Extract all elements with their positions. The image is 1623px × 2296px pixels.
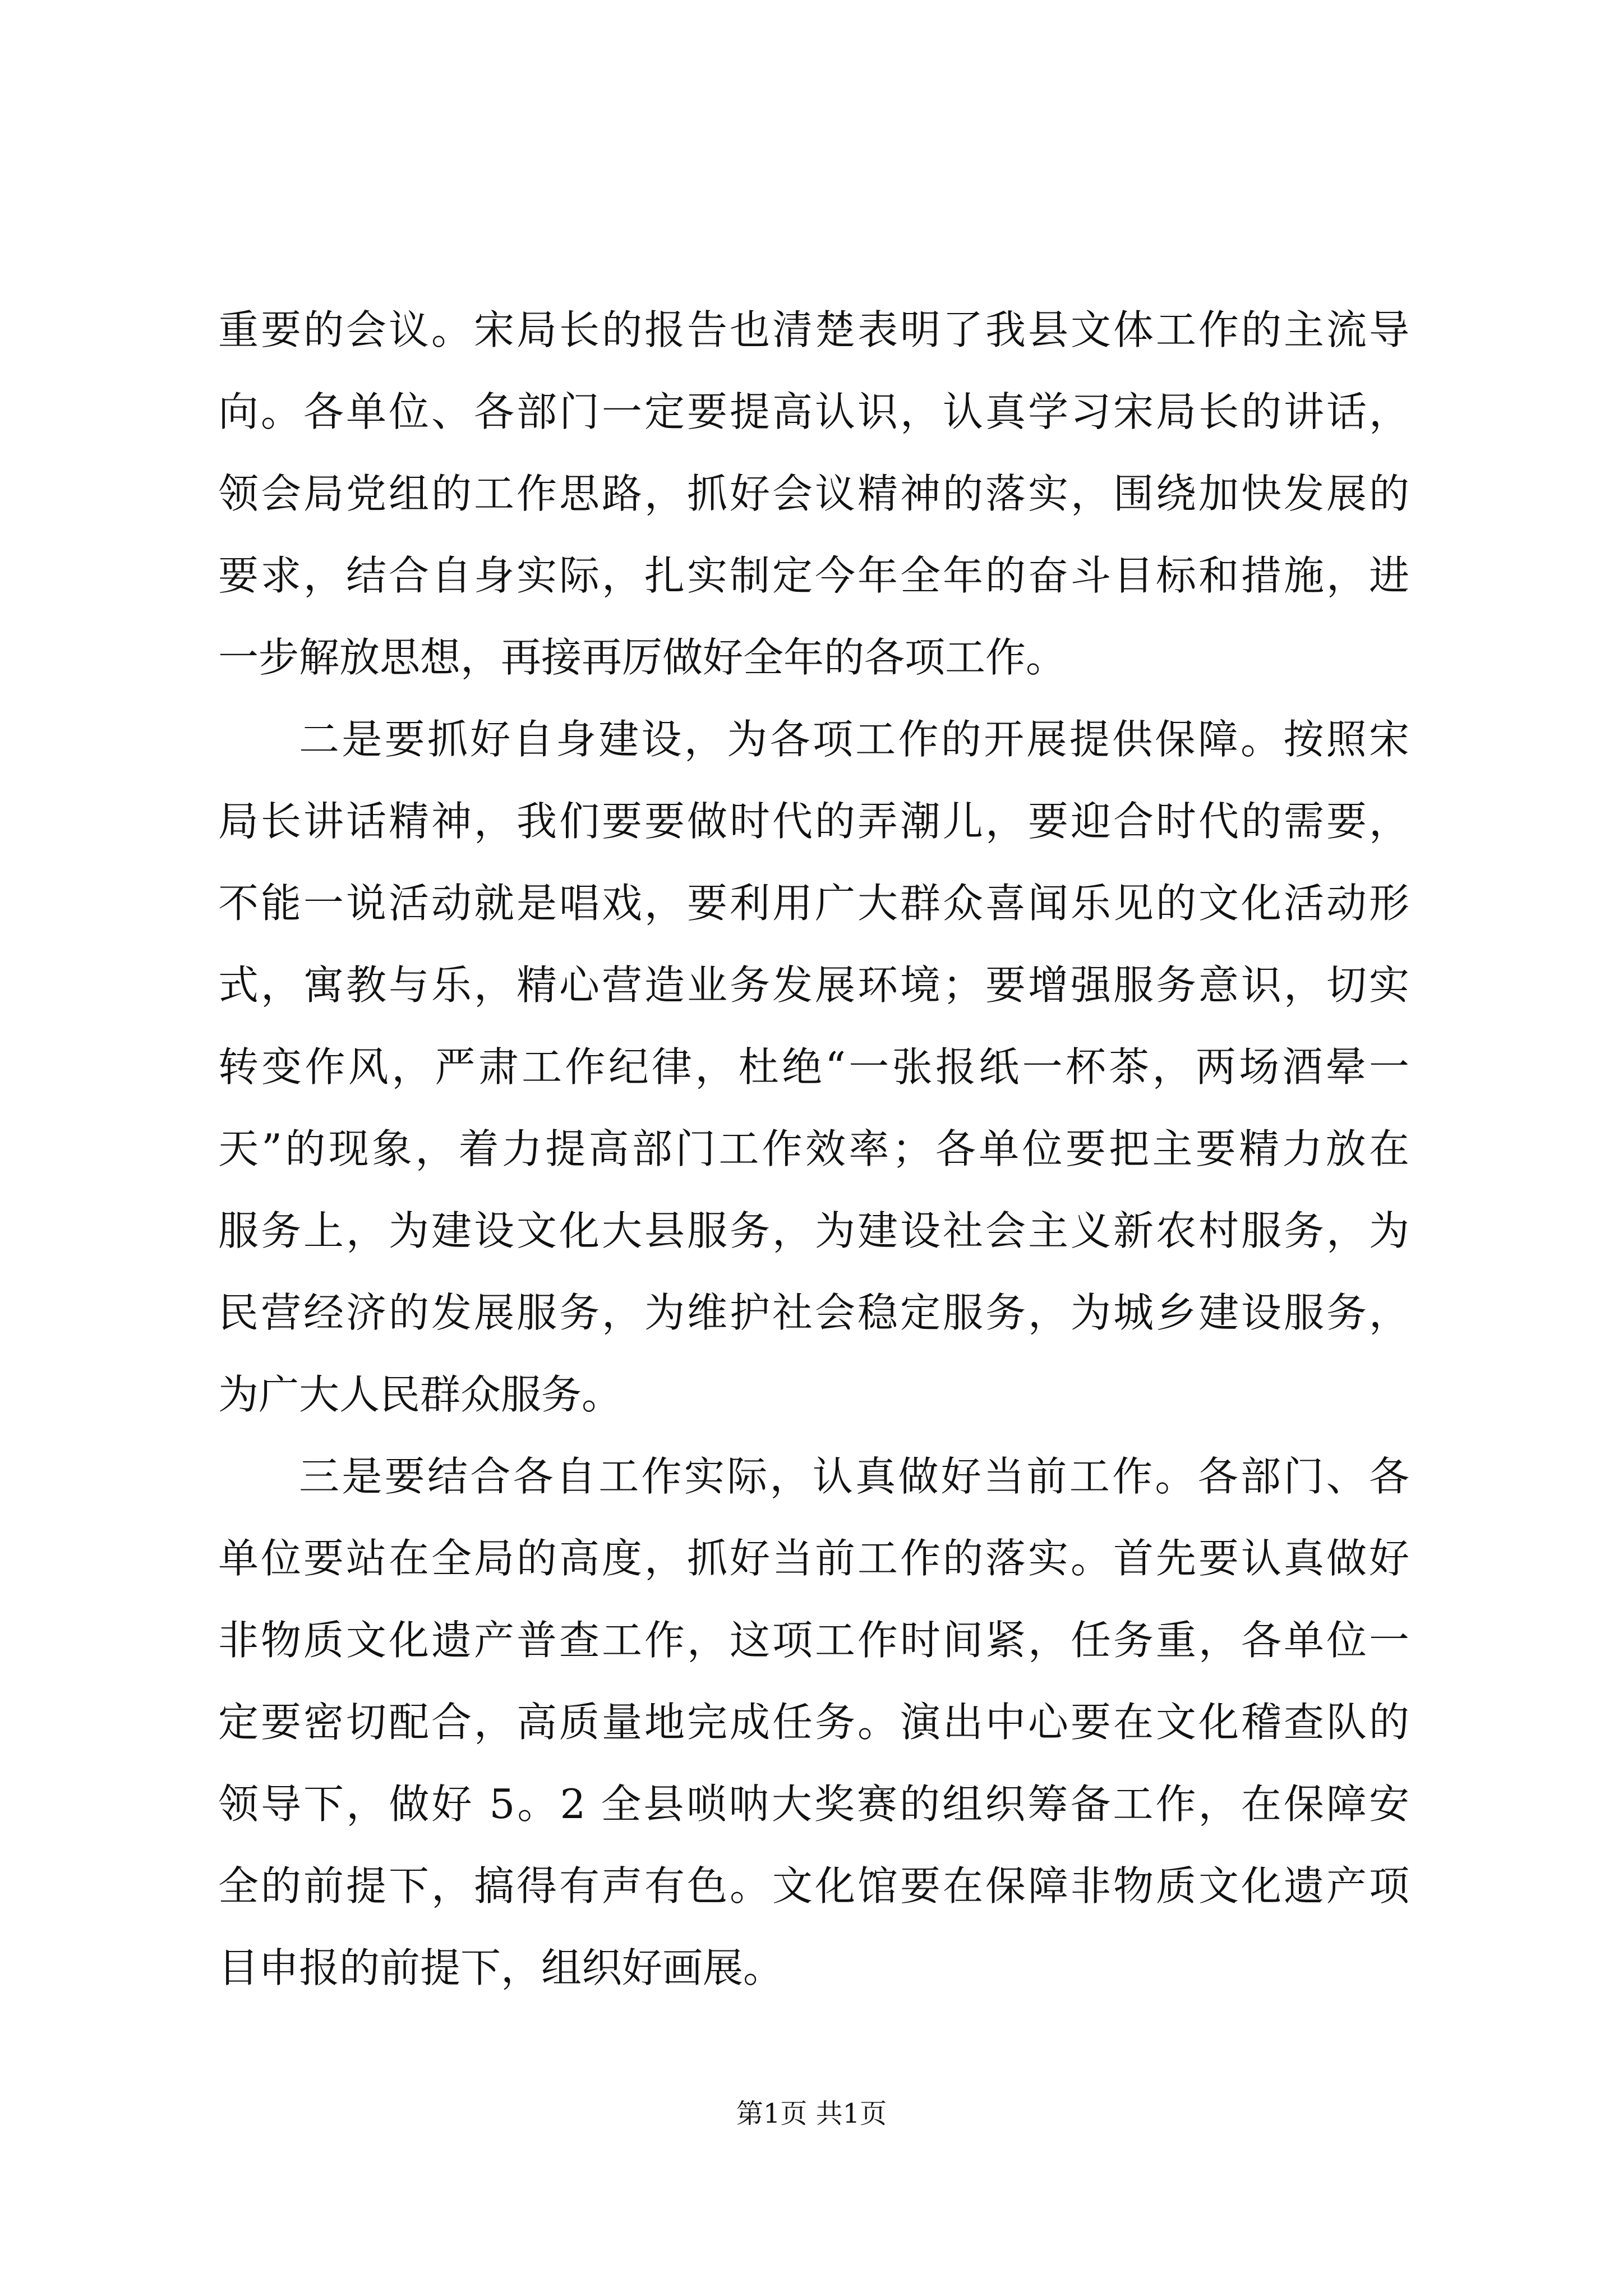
paragraph (218, 1435, 1409, 2009)
text-line: 非物质文化遗产普查工作，这项工作时间紧，任务重，各单位一 (218, 1617, 1409, 1664)
text-line: 服务上，为建设文化大县服务，为建设社会主义新农村服务，为 (218, 1207, 1409, 1254)
text-line: 一步解放思想，再接再厉做好全年的各项工作。 (218, 634, 1067, 681)
paragraph (218, 289, 1409, 698)
text-line: 天”的现象，着力提高部门工作效率；各单位要把主要精力放在 (218, 1125, 1409, 1172)
text-line: 三是要结合各自工作实际，认真做好当前工作。各部门、各 (299, 1453, 1409, 1500)
text-line: 民营经济的发展服务，为维护社会稳定服务，为城乡建设服务， (218, 1289, 1409, 1336)
page-footer: 第1页 共1页 (736, 2098, 887, 2129)
text-line: 转变作风，严肃工作纪律，杜绝“一张报纸一杯茶，两场酒晕一 (218, 1043, 1409, 1091)
text-line: 领会局党组的工作思路，抓好会议精神的落实，围绕加快发展的 (218, 470, 1409, 517)
text-line: 目申报的前提下，组织好画展。 (218, 1944, 784, 1991)
paragraph (218, 698, 1409, 1435)
text-line: 为广大人民群众服务。 (218, 1371, 623, 1418)
text-line: 向。各单位、各部门一定要提高认识，认真学习宋局长的讲话， (218, 388, 1409, 435)
text-line: 领导下，做好 5。2 全县唢呐大奖赛的组织筹备工作，在保障安 (218, 1780, 1409, 1828)
text-line: 重要的会议。宋局长的报告也清楚表明了我县文体工作的主流导 (218, 306, 1409, 353)
text-line: 不能一说活动就是唱戏，要利用广大群众喜闻乐见的文化活动形 (218, 880, 1409, 927)
text-line: 要求，结合自身实际，扎实制定今年全年的奋斗目标和措施，进 (218, 552, 1409, 599)
text-line: 单位要站在全局的高度，抓好当前工作的落实。首先要认真做好 (218, 1535, 1409, 1582)
text-line: 式，寓教与乐，精心营造业务发展环境；要增强服务意识，切实 (218, 961, 1409, 1009)
document-body (218, 289, 1409, 2009)
text-line: 局长讲话精神，我们要要做时代的弄潮儿，要迎合时代的需要， (218, 798, 1409, 845)
text-line: 二是要抓好自身建设，为各项工作的开展提供保障。按照宋 (299, 716, 1409, 763)
text-line: 全的前提下，搞得有声有色。文化馆要在保障非物质文化遗产项 (218, 1862, 1409, 1910)
text-line: 定要密切配合，高质量地完成任务。演出中心要在文化稽查队的 (218, 1699, 1409, 1746)
